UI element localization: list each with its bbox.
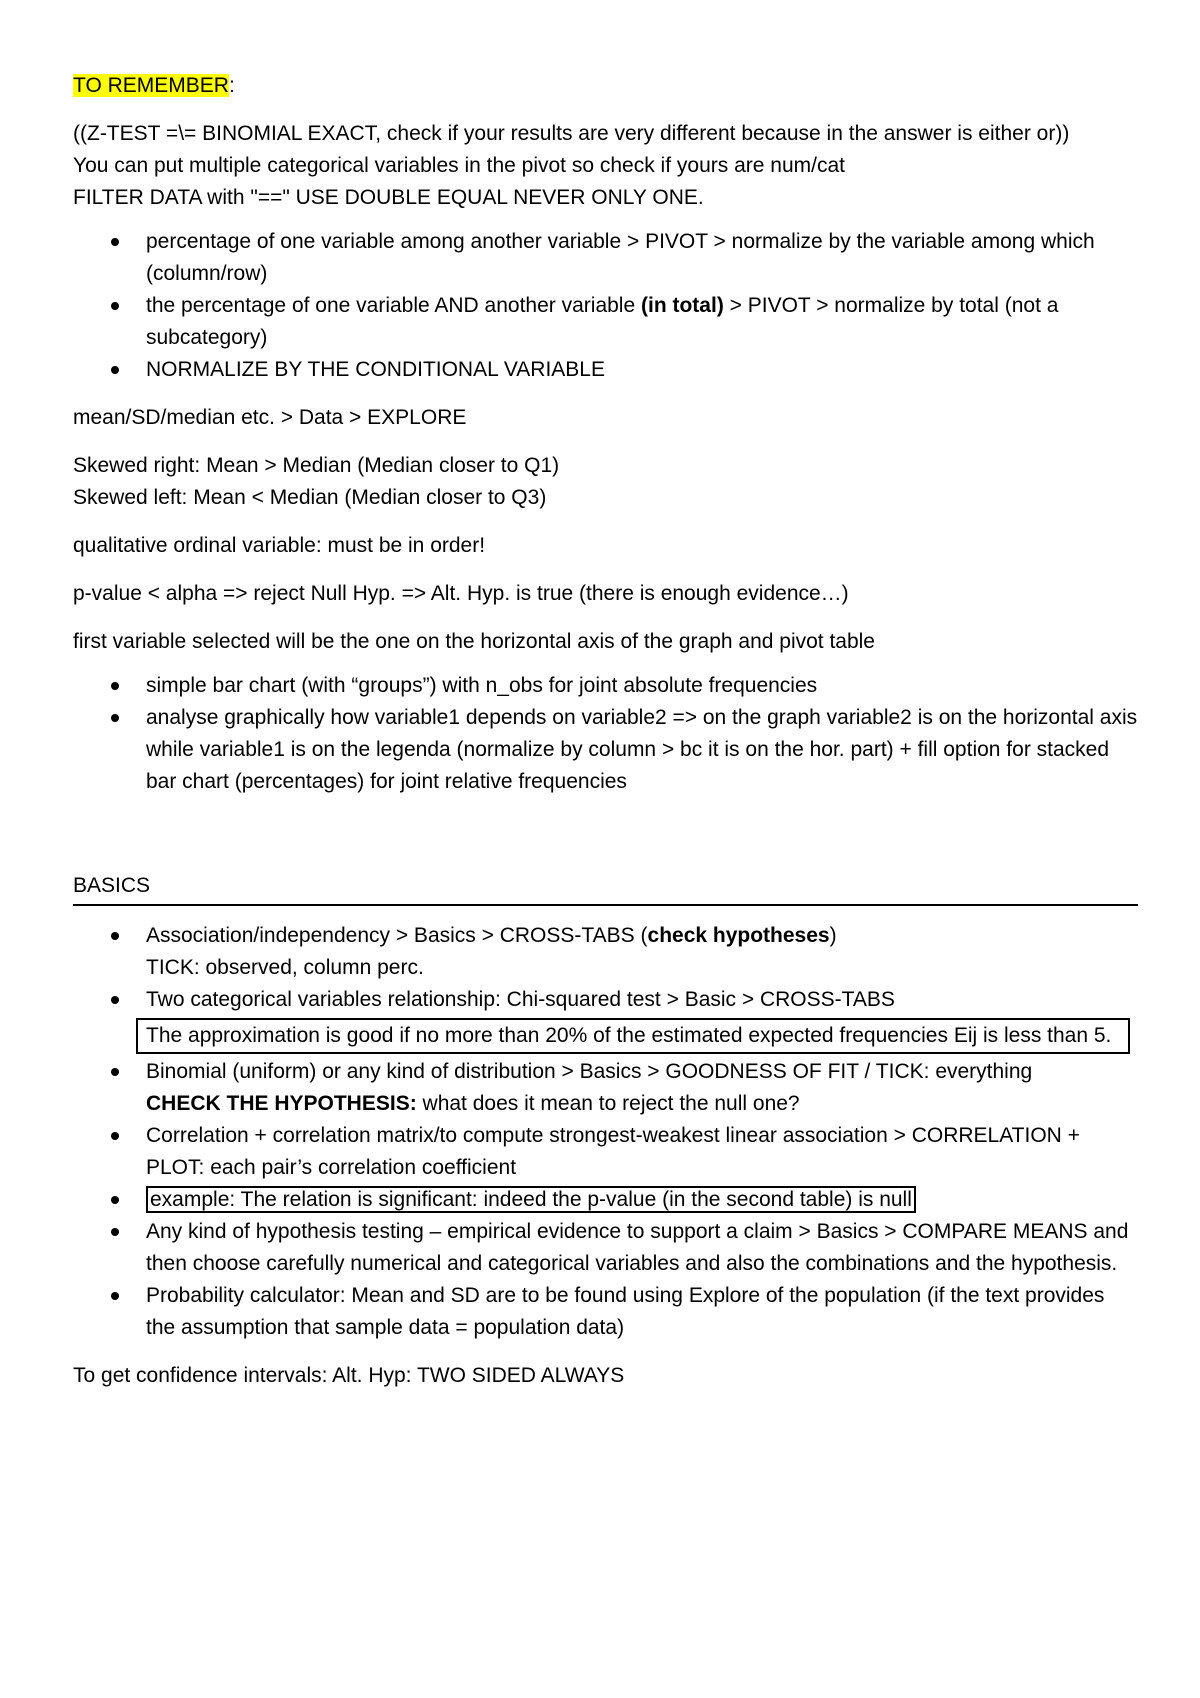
skew-left-note: Skewed left: Mean < Median (Median closer to Q3) [73, 486, 547, 509]
first-variable-note: first variable selected will be the one on the horizontal axis of the graph and pivot table [73, 630, 875, 653]
chart-bullet-list [73, 670, 1138, 798]
list-item: Two categorical variables relationship: Chi-squared test > Basic > CROSS-TABS [73, 984, 1138, 1016]
basics-bullet-list [73, 920, 1138, 1016]
boxed-example-note: example: The relation is significant: indeed the p-value (in the second table) is null [146, 1186, 916, 1213]
filter-data-note: FILTER DATA with "==" USE DOUBLE EQUAL NEVER ONLY ONE. [73, 186, 704, 209]
highlighted-heading: TO REMEMBER [73, 74, 229, 97]
pivot-categorical-note: You can put multiple categorical variables in the pivot so check if yours are num/cat [73, 154, 845, 177]
list-item: the percentage of one variable AND another variable (in total) > PIVOT > normalize by total (not a subcategory) [73, 290, 1138, 354]
list-item: Probability calculator: Mean and SD are to be found using Explore of the population (if the text provides the assumption that sample data = population data) [73, 1280, 1138, 1344]
basics-bullet-list-continued [73, 1056, 1138, 1344]
list-item: Any kind of hypothesis testing – empirical evidence to support a claim > Basics > COMPARE MEANS and then choose carefully numerical and categorical variables and also the combinations and the hypothesis. [73, 1216, 1138, 1280]
pvalue-note: p-value < alpha => reject Null Hyp. => Alt. Hyp. is true (there is enough evidence…) [73, 582, 849, 605]
ordinal-note: qualitative ordinal variable: must be in order! [73, 534, 486, 557]
list-item [73, 1184, 1138, 1216]
ztest-note: ((Z-TEST =\= BINOMIAL EXACT, check if your results are very different because in the answer is either or)) [73, 122, 1070, 145]
document-body [73, 70, 1138, 1392]
list-item: simple bar chart (with “groups”) with n_obs for joint absolute frequencies [73, 670, 1138, 702]
list-item: Correlation + correlation matrix/to compute strongest-weakest linear association > CORRELATION + PLOT: each pair’s correlation coefficient [73, 1120, 1138, 1184]
section-divider [73, 904, 1138, 906]
boxed-approximation-note: The approximation is good if no more than 20% of the estimated expected frequencies Eij is less than 5. [136, 1018, 1130, 1054]
list-item: analyse graphically how variable1 depends on variable2 => on the graph variable2 is on the horizontal axis while variable1 is on the legenda (normalize by column > bc it is on the hor. part) + fill option for stacked bar chart (percentages) for joint relative frequencies [73, 702, 1138, 798]
to-remember-heading: TO REMEMBER: [73, 74, 235, 97]
list-item: Association/independency > Basics > CROSS-TABS (check hypotheses) TICK: observed, column perc. [73, 920, 1138, 984]
list-item: Binomial (uniform) or any kind of distribution > Basics > GOODNESS OF FIT / TICK: everything CHECK THE HYPOTHESIS: what does it mean to reject the null one? [73, 1056, 1138, 1120]
list-item: percentage of one variable among another variable > PIVOT > normalize by the variable among which (column/row) [73, 226, 1138, 290]
pivot-bullet-list [73, 226, 1138, 386]
skew-right-note: Skewed right: Mean > Median (Median closer to Q1) [73, 454, 560, 477]
list-item: NORMALIZE BY THE CONDITIONAL VARIABLE [73, 354, 1138, 386]
section-title-basics: BASICS [73, 874, 151, 897]
explore-note: mean/SD/median etc. > Data > EXPLORE [73, 406, 467, 429]
confidence-interval-note: To get confidence intervals: Alt. Hyp: TWO SIDED ALWAYS [73, 1364, 625, 1387]
